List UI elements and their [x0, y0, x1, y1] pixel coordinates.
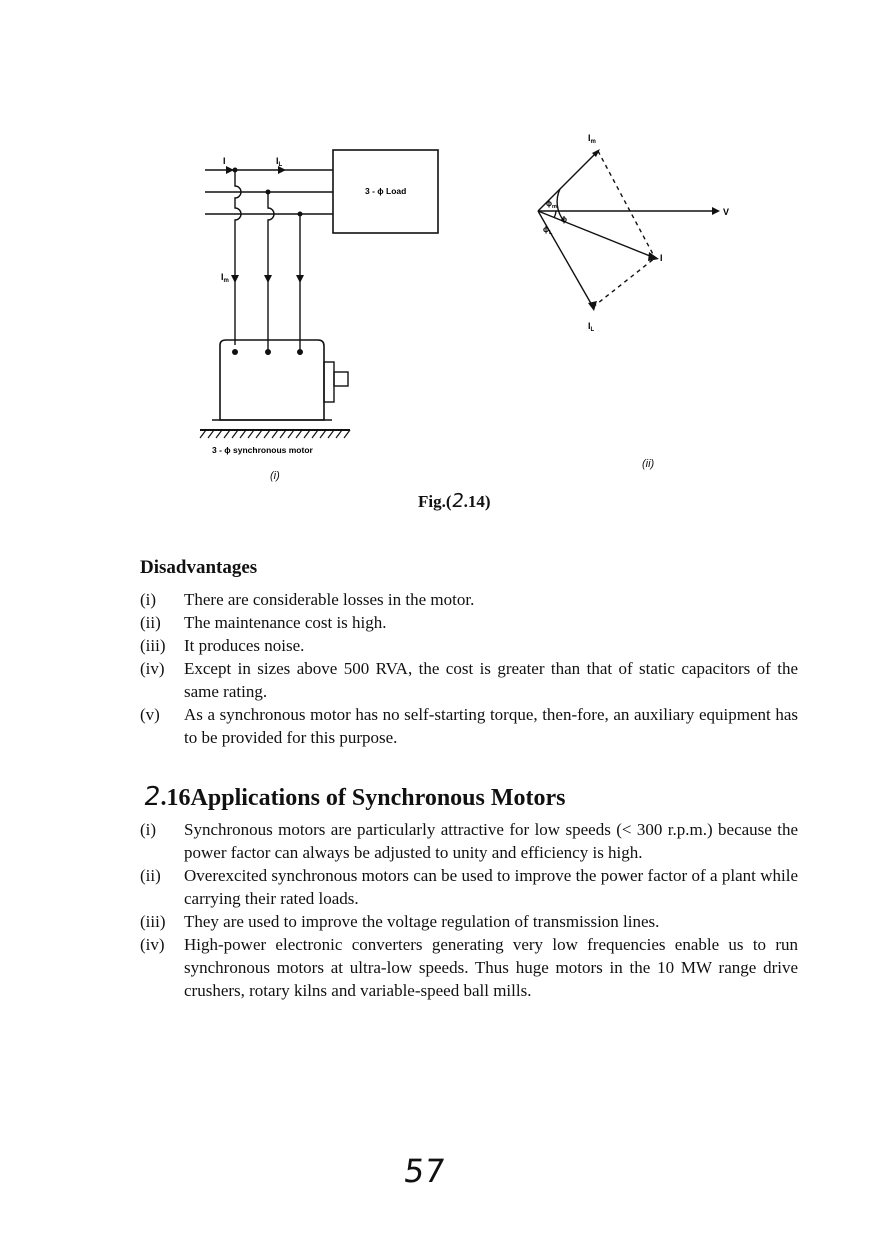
phasor-phi-label: ϕ: [561, 215, 567, 224]
list-item: (ii) Overexcited synchronous motors can be used to improve the power factor of a plant while carrying their rated loads.: [140, 866, 798, 908]
current-Im-label: $I_m$: [221, 272, 229, 284]
list-item: (ii) The maintenance cost is high.: [140, 613, 387, 632]
phasor-diagram: [520, 125, 750, 345]
figure-ii-label: (ii): [642, 458, 655, 470]
list-item: (i) Synchronous motors are particularly attractive for low speeds (< 300 r.p.m.) because the power factor can always be adjusted to unity and efficiency is high.: [140, 820, 798, 862]
phasor-V-label: V: [723, 207, 730, 217]
phasor-Im-label: $I_m$: [588, 133, 596, 145]
list-item: (iv) Except in sizes above 500 RVA, the cost is greater than that of static capacitors of the same rating.: [140, 659, 798, 701]
list-item: (iv) High-power electronic converters generating very low frequencies enable us to run synchronous motors at ultra-low speeds. Thus huge motors in the 10 MW range drive crushers, rotary kilns and variable-speed ball mills.: [140, 935, 798, 1000]
page-number: 57: [401, 1152, 448, 1190]
motor-label: 3 - ϕ synchronous motor: [212, 445, 313, 455]
disadvantages-heading: Disadvantages: [140, 557, 258, 578]
phasor-phi-L-label: $\phi_L$: [543, 225, 553, 236]
phasor-IL-label: $I_L$: [588, 321, 595, 333]
circuit-diagram: [190, 140, 460, 490]
ground-hatch: [200, 430, 350, 438]
applications-heading: 2.16Applications of Synchronous Motors: [141, 782, 566, 812]
figure-caption: Fig.(2.14): [418, 490, 491, 512]
figure-i-label: (i): [270, 470, 280, 482]
phasor-phi-m-label: $\phi_m$: [546, 199, 557, 210]
list-item: (i) There are considerable losses in the motor.: [140, 590, 475, 609]
list-item: (iii) It produces noise.: [140, 636, 305, 655]
list-item: (iii) They are used to improve the voltage regulation of transmission lines.: [140, 912, 660, 931]
applications-list: [140, 818, 798, 1002]
list-item: (v) As a synchronous motor has no self-starting torque, then-fore, an auxiliary equipment has to be provided for this purpose.: [140, 705, 798, 747]
current-I-label: I: [223, 156, 226, 166]
current-IL-label: $I_L$: [276, 156, 283, 168]
load-label: 3 - ϕ Load: [365, 186, 407, 196]
phasor-I-label: I: [660, 253, 663, 263]
disadvantages-list: [140, 588, 798, 749]
